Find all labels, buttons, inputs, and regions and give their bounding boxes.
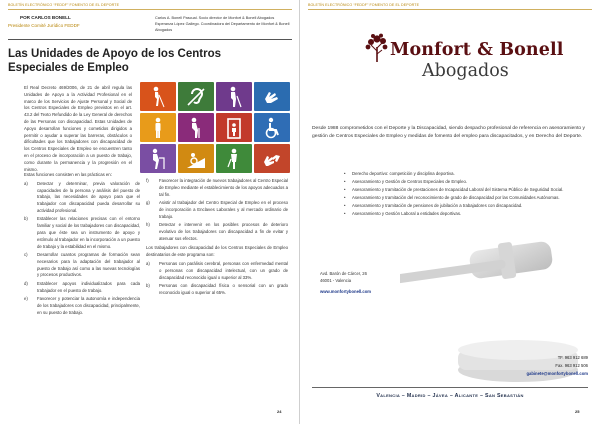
byline: POR CARLOS BONELL [20,15,71,20]
hearing-ear-icon [178,82,214,111]
phone: TF. 963 912 689 [557,355,588,360]
website-link[interactable]: www.monfortybonell.com [320,289,372,294]
list-item: • Derecho deportivo: competición y disciplina deportiva. [344,170,584,177]
list-item: a) Personas con parálisis cerebral, personas con enfermedad mental o personas con discapacidad intelectual, con un grado de discapacidad reconocido igual o superior al 33%. [146,260,288,280]
right-page [300,0,600,424]
address-block [320,271,367,285]
address-city: 46001 - Valencia [320,277,352,283]
services-list [344,170,584,218]
standing-person-icon [140,113,176,142]
credit-line: Esperanza López Gallego. Coordinadora del Departamento de Monfort & Bonell Abogados [155,22,290,32]
list-item: e) Favorecer y potenciar la autonomía e independencia de los trabajadores con discapacidad, principalmente, en su puesto de trabajo. [24,295,140,315]
author-credits [155,15,295,33]
sign-language-icon [254,82,290,111]
article-column-functions [24,172,140,318]
wheelchair-icon [254,113,290,142]
list-item: f) Favorecer la integración de nuevos trabajadores al Centro Especial de Empleo mediante el establecimiento de los apoyos adecuados a tal fin. [146,178,288,197]
walker-person-icon [140,144,176,173]
article-column-intro [24,85,132,175]
person-with-cane-icon [216,82,252,111]
divider [312,387,588,388]
list-item: • Asesoramiento y tramitación de pensiones de jubilación a trabajadores con discapacidad. [344,202,584,209]
article-column-continued [146,178,288,298]
intro-paragraph: El Real Decreto 469/2006, de 21 de abril regula las Unidades de Apoyo a la Actividad Profesional en el marco de los Servicios de Ajuste Personal y Social de los Centros Especiales de Empleo previstos en el art. 43.2 del Texto Refundido de la Ley General de derechos de las Personas con discapacidad. Estas Unidades de Apoyo desarrollan funciones y cometidos dirigidos a permitir o ayudar a superar las barreras, obstáculos o dificultades que los trabajadores con discapacidad de los Centros Especiales de Empleo se encuentren tanto en el proceso de incorporación a un puesto de trabajo, como durante la permanencia y la progresión en el mismo. [24,85,132,172]
standing-person-2-icon [216,144,252,173]
blind-person-icon [140,82,176,111]
list-item: d) Establecer apoyos individualizados para cada trabajador en el puesto de trabajo. [24,280,140,293]
list-item: • Asesoramiento y tramitación de prestaciones de Incapacidad Laboral del Sistema Público de Seguridad Social. [344,186,584,193]
address-line: Avd. Barón de Cárcer, 26 [320,271,367,276]
gavel-image [400,222,600,410]
header-rule-left [8,9,292,10]
page-number: 25 [575,409,580,414]
header-strip-left: BOLETÍN ELECTRÓNICO “FEDDF” FOMENTO DE EL DEPORTE [8,3,120,7]
brand-name: Monfort & Bonell [390,40,564,60]
fax: Fax. 963 912 506 [555,363,588,368]
functions-intro: Estas funciones consisten en las prácticas en: [24,172,112,177]
office-cities: Valencia – Madrid – Jávea – Alicante – San Sebastián [376,393,524,399]
list-item: g) Asistir al trabajador del Centro Especial de Empleo en el proceso de incorporación a Enclaves Laborales y al mercado ordinario de trabajo. [146,199,288,219]
tree-logo-icon [364,33,390,63]
list-item: a) Detectar y determinar, previa valoración de capacidades de la persona y análisis del puesto de trabajo, las necesidades de apoyo para que el trabajador con discapacidad pueda desarrollar su actividad profesional. [24,180,140,213]
list-item: b) Personas con discapacidad física o sensorial con un grado reconocido igual o superior al 65%. [146,282,288,295]
list-item: • Asesoramiento y tramitación del reconocimiento de grado de discapacidad por las Comunidades Autónomas. [344,194,584,201]
contact-block [526,354,588,378]
email-link[interactable]: gabinete@monfortybonell.com [526,371,588,376]
byline-role: Presidente Comité Jurídico FEDDF [8,23,80,28]
header-strip-right: BOLETÍN ELECTRÓNICO “FEDDF” FOMENTO DE EL DEPORTE [308,3,420,7]
divider [8,39,292,40]
list-item: b) Establecer las relaciones precisas con el entorno familiar y social de los trabajadores con discapacidad, para que éste sea un instrumento de apoyo y estímulo al trabajador en la incorporación a un puesto de trabajo y la estabilidad en el mismo. [24,216,140,249]
workers-intro: Los trabajadores con discapacidad de los Centros Especiales de Empleo destinatarios de este programa son: [146,245,288,258]
accessible-door-icon [216,113,252,142]
list-item: c) Desarrollar cuantos programas de formación sean necesarios para la adaptación del trabajador al puesto de trabajo así como a las nuevas tecnologías y procesos productivos. [24,251,140,278]
list-item: h) Detectar e intervenir en los posibles procesos de deterioro evolutivo de los trabajadores con discapacidad a fin de evitar y atenuar sus efectos. [146,221,288,241]
elderly-person-icon [178,113,214,142]
header-rule-right [308,9,592,10]
hands-sign-icon [254,144,290,173]
list-item: • Asesoramiento y Gestión de Centros Especiales de Empleo. [344,178,584,185]
ramp-icon [178,144,214,173]
brand-subtitle: Abogados [422,61,509,81]
disability-icon-grid [140,82,291,175]
list-item: • Asesoramiento y Gestión Laboral a entidades deportivas. [344,210,584,217]
credit-line: Carlos A. Bonell Pascual. Socio director de Monfort & Bonell Abogados [155,16,275,20]
page-number: 24 [277,409,282,414]
article-title: Las Unidades de Apoyo de los Centros Especiales de Empleo [8,48,222,74]
ad-intro: Desde 1988 comprometidos con el Deporte y la Discapacidad, siendo despacho profesional de referencia en asesoramiento y gestión de Centros Especiales de Empleo y medidas de fomento del empleo para discapacitados, y en Derecho del Deporte. [312,126,585,139]
